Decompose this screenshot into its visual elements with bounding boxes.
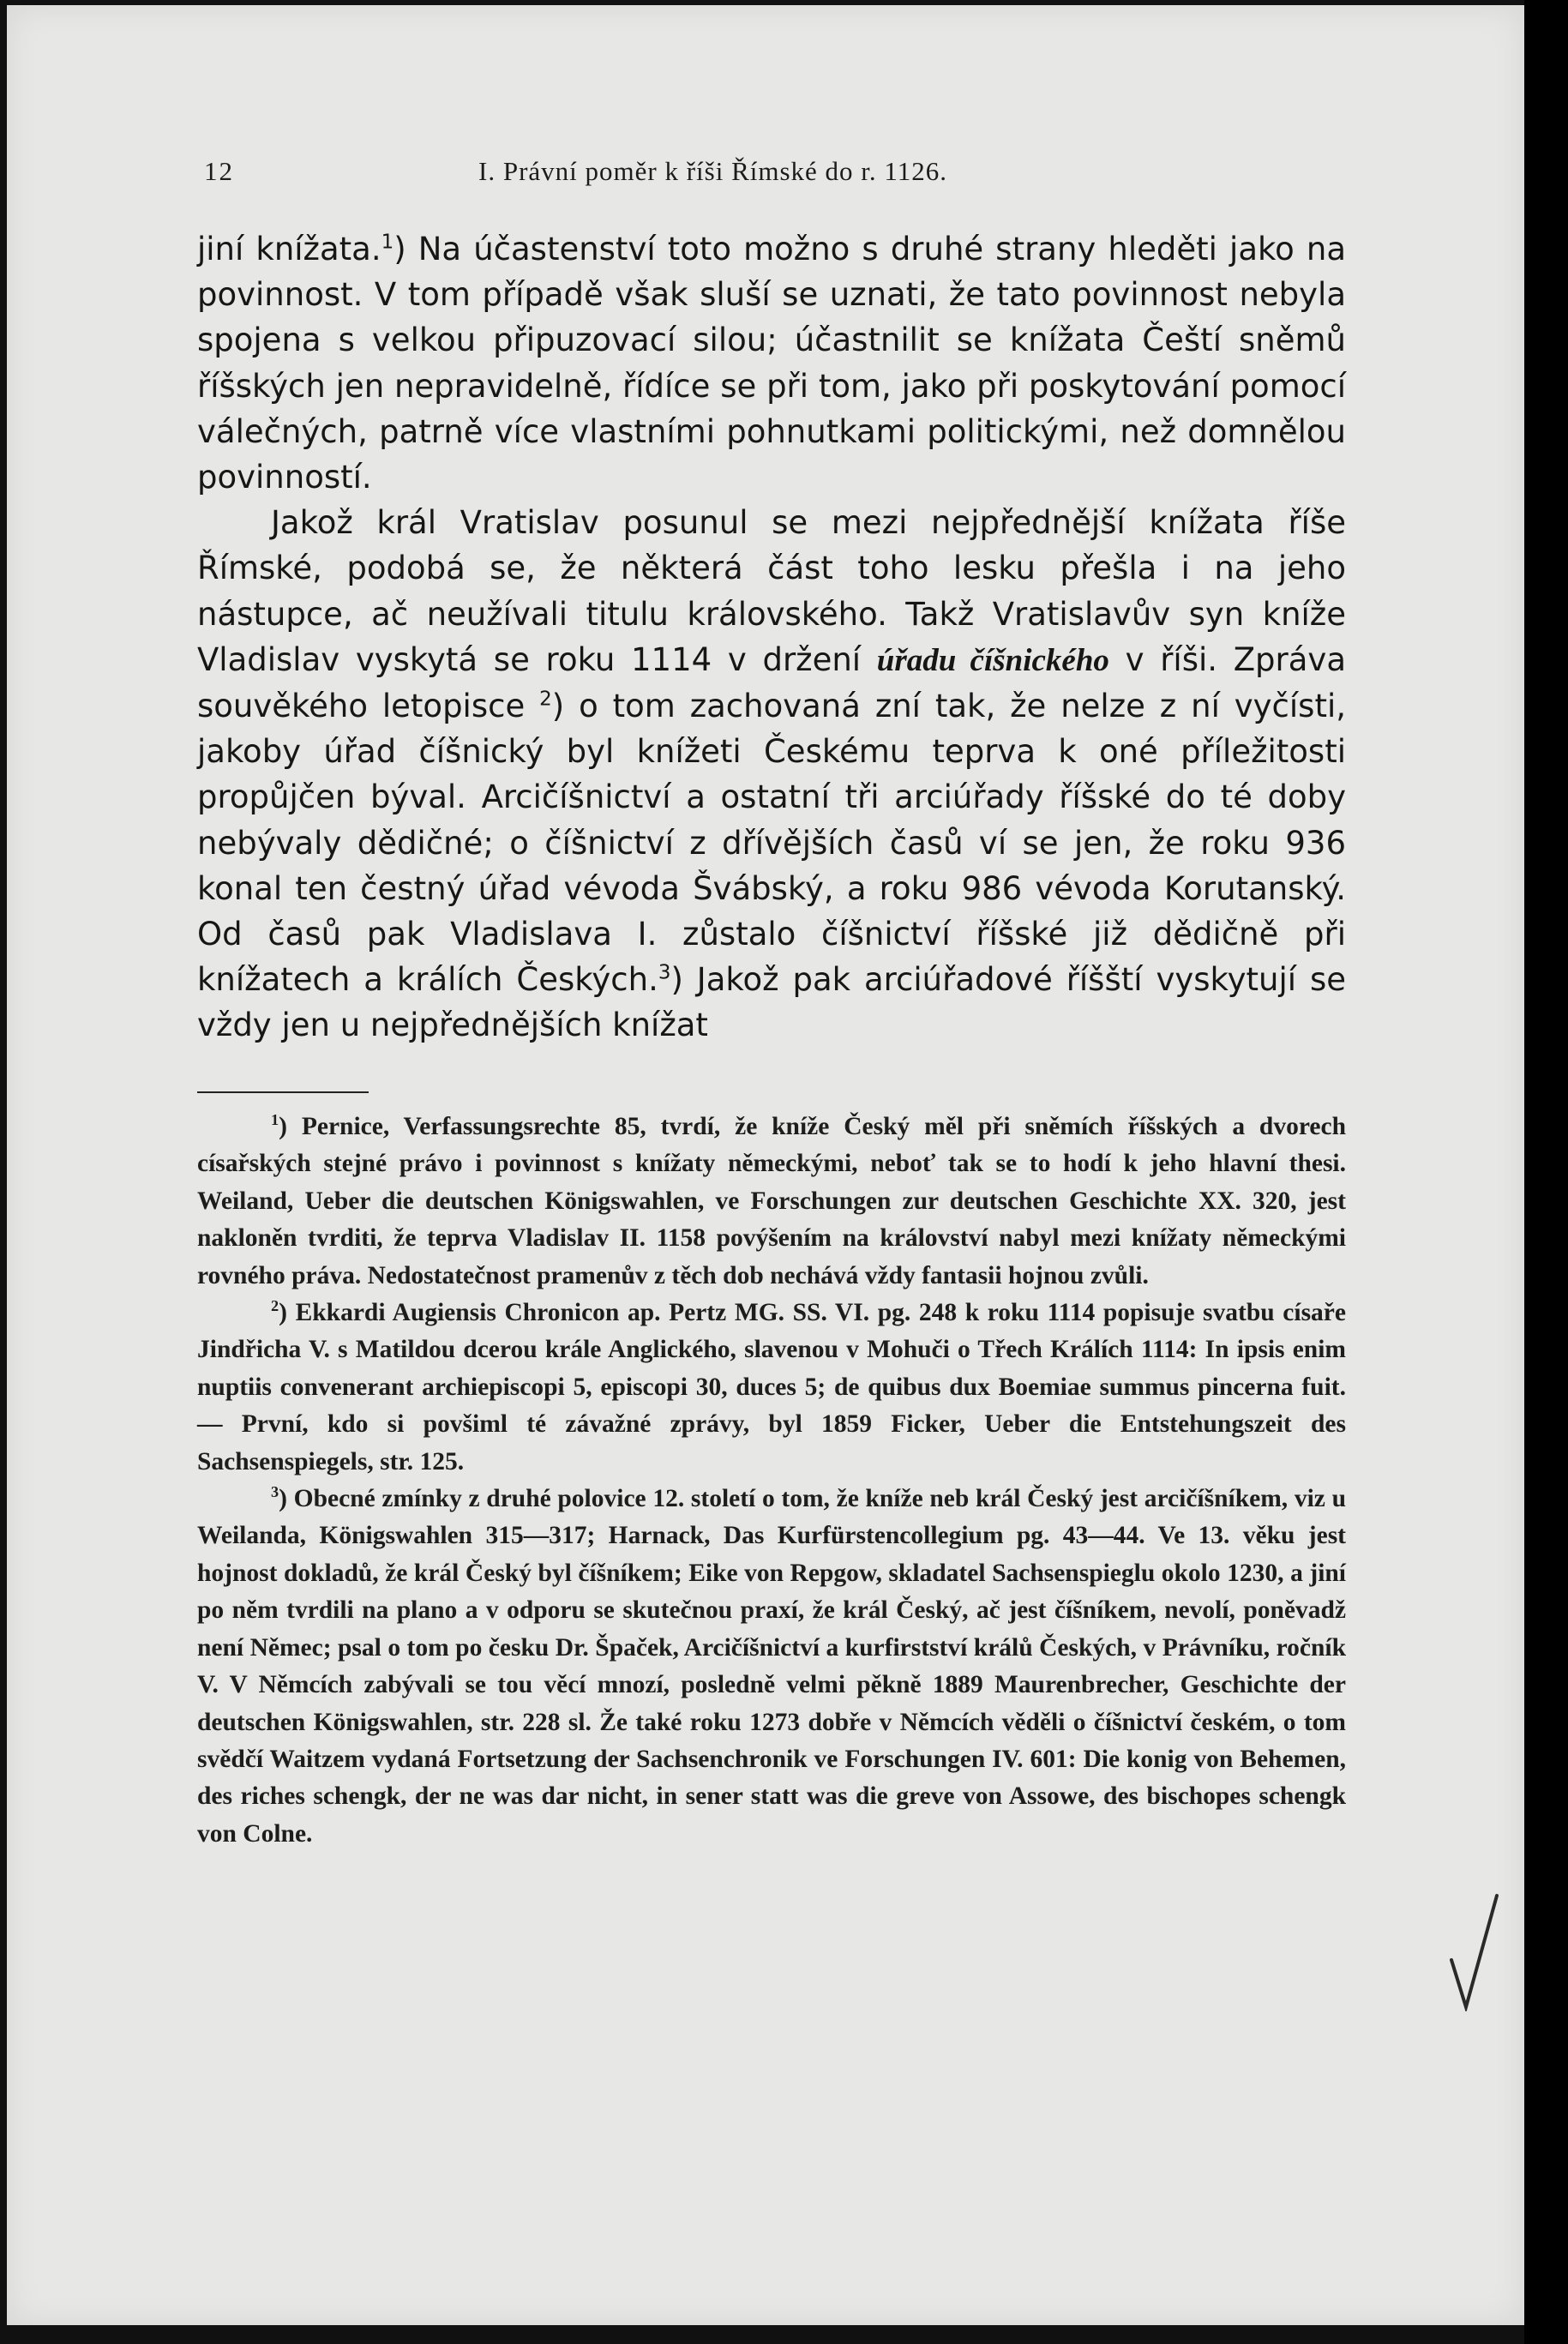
footnote-ref-2: 2 [539, 688, 552, 711]
footnote-separator [197, 1091, 369, 1093]
text-segment: Jakož král Vratislav posunul se mezi nejpřednější knížata říše Římské, podobá se, že některá část toho lesku přešla i na jeho nástupce, ač neužívali titulu královského. Takž Vratislavův syn kníže Vladislav vyskytá se roku 1114 v držení [197, 504, 1346, 678]
footnotes [197, 1109, 1346, 1853]
footnote-ref-1: 1 [381, 231, 394, 254]
footnote-mark: 1 [271, 1111, 279, 1129]
book-page [7, 5, 1524, 2325]
text-segment: jiní knížata. [197, 231, 381, 267]
footnote-mark: 3 [271, 1483, 279, 1501]
footnote-3 [197, 1481, 1346, 1853]
footnote-mark: 2 [271, 1297, 279, 1315]
text-segment: v říši. Zpráva souvěkého letopisce [197, 640, 1346, 725]
page-number: 12 [204, 156, 234, 186]
text-segment: ) Jakož pak arciúřadové říšští vyskytují se vždy jen u nejpřednějších knížat [197, 961, 1346, 1044]
main-text [197, 226, 1346, 1049]
scan-edge [1524, 0, 1568, 2344]
text-segment: ) o tom zachovaná zní tak, že nelze z ní vyčísti, jakoby úřad číšnický byl knížeti Českému teprva k oné příležitosti propůjčen býval. Arcičíšnictví a ostatní tři arciúřady říšské do té doby nebývaly dědičné; o číšnictví z dřívějších časů ví se jen, že roku 936 konal ten čestný úřad vévoda Švábský, a roku 986 vévoda Korutanský. Od časů pak Vladislava I. zůstalo číšnictví říšské již dědičně při knížatech a králích Českých. [197, 688, 1346, 999]
text-segment: ) Na účastenství toto možno s druhé strany hleděti jako na povinnost. V tom případě však sluší se uznati, že tato povinnost nebyla spojena s velkou připuzovací silou; účastnilit se knížata Čeští sněmů říšských jen nepravidelně, řídíce se při tom, jako při poskytování pomocí válečných, patrně více vlastními pohnutkami politickými, než domnělou povinností. [197, 231, 1346, 496]
paragraph-1 [197, 226, 1346, 500]
pencil-check-mark-icon [1447, 1891, 1499, 2011]
footnote-2 [197, 1295, 1346, 1481]
footnote-text: ) Obecné zmínky z druhé polovice 12. století o tom, že kníže neb král Český jest arcičíšníkem, viz u Weilanda, Königswahlen 315—317; Harnack, Das Kurfürstencollegium pg. 43—44. Ve 13. věku jest hojnost dokladů, že král Český byl číšníkem; Eike von Repgow, skladatel Sachsenspieglu okolo 1230, a jiní po něm tvrdili na plano a v odporu se skutečnou praxí, že král Český, ač jest číšníkem, nevolí, poněvadž není Němec; psal o tom po česku Dr. Špaček, Arcičíšnictví a kurfirstství králů Českých, v Právníku, ročník V. V Němcích zabývali se tou věcí mnozí, posledně velmi pěkně 1889 Maurenbrecher, Geschichte der deutschen Königswahlen, str. 228 sl. Že také roku 1273 dobře v Němcích věděli o číšnictví českém, o tom svědčí Waitzem vydaná Fortsetzung der Sachsenchronik ve Forschungen IV. 601: Die konig von Behemen, des riches schengk, der ne was dar nicht, in sener statt was die greve von Assowe, des bischopes schengk von Colne. [197, 1485, 1346, 1848]
running-title: I. Právní poměr k říši Římské do r. 1126. [478, 156, 948, 186]
page-header [195, 156, 1344, 190]
paragraph-2 [197, 500, 1346, 1048]
footnote-1 [197, 1109, 1346, 1295]
footnote-text: ) Ekkardi Augiensis Chronicon ap. Pertz MG. SS. VI. pg. 248 k roku 1114 popisuje svatbu císaře Jindřicha V. s Matildou dcerou krále Anglického, slavenou v Mohuči o Třech Králích 1114: In ipsis enim nuptiis convenerant archiepiscopi 5, episcopi 30, duces 5; de quibus dux Boemiae summus pincerna fuit. — První, kdo si povšiml té závažné zprávy, byl 1859 Ficker, Ueber die Entstehungszeit des Sachsenspiegels, str. 125. [197, 1299, 1346, 1476]
emphasized-term: úřadu číšnického [876, 642, 1109, 678]
footnote-ref-3: 3 [658, 961, 671, 984]
footnote-text: ) Pernice, Verfassungsrechte 85, tvrdí, že kníže Český měl při sněmích říšských a dvorech císařských stejné právo i povinnost s knížaty německými, neboť tak se to hodí k jeho hlavní thesi. Weiland, Ueber die deutschen Königswahlen, ve Forschungen zur deutschen Geschichte XX. 320, jest nakloněn tvrditi, že teprva Vladislav II. 1158 povýšením na království nabyl mezi knížaty německými rovného práva. Nedostatečnost pramenův z těch dob nechává vždy fantasii hojnou zvůli. [197, 1113, 1346, 1289]
